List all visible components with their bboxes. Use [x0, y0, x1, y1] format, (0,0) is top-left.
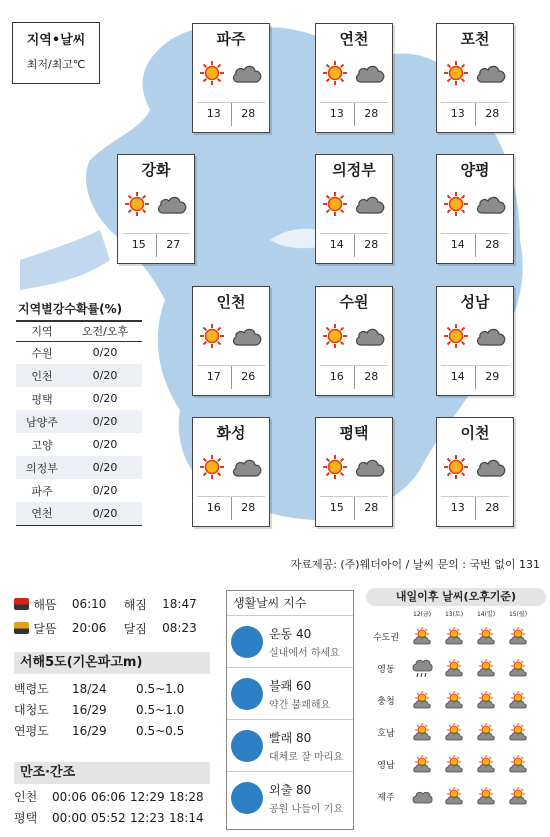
- life-index-item: [227, 719, 353, 771]
- city-weather-icons: [437, 50, 513, 96]
- exercise-icon: [231, 626, 263, 658]
- city-temps: [320, 102, 388, 126]
- city-high: 28: [241, 107, 256, 120]
- cloud-icon: [354, 325, 386, 347]
- city-high: 28: [364, 501, 379, 514]
- city-high: 26: [241, 370, 256, 383]
- sea-title: 서해5도(기온파고m): [14, 652, 210, 674]
- tomorrow-region-name: 영남: [377, 760, 395, 771]
- tomorrow-region-row: [366, 620, 546, 652]
- city-weather-icons: [316, 313, 392, 359]
- sun-icon: [443, 323, 469, 349]
- outing-icon: [231, 782, 263, 814]
- sun-cloud-icon: [475, 690, 497, 710]
- city-high: 28: [364, 238, 379, 251]
- sea-wave: 0.5~1.0: [136, 681, 185, 696]
- city-card-9: [192, 417, 270, 527]
- cloud-icon: [475, 325, 507, 347]
- city-low: 13: [197, 103, 232, 126]
- sea-location: 대청도: [14, 703, 49, 717]
- life-index-name: 외출: [269, 782, 293, 797]
- city-temps: [320, 496, 388, 520]
- city-high: 28: [485, 107, 500, 120]
- precip-region: 수원: [31, 346, 53, 360]
- cloud-icon: [475, 193, 507, 215]
- cloud-icon: [231, 456, 263, 478]
- cloud-icon: [354, 193, 386, 215]
- sea-table: [14, 678, 210, 741]
- life-index-desc: 약간 불쾌해요: [269, 699, 331, 711]
- city-weather-icons: [193, 444, 269, 490]
- city-temps: [197, 365, 265, 389]
- sun-moon-times: [14, 592, 214, 640]
- sun-cloud-icon: [443, 658, 465, 678]
- sea-wave: 0.5~0.5: [136, 723, 185, 738]
- sunset-time: 18:47: [162, 597, 197, 611]
- sun-icon: [443, 191, 469, 217]
- city-high: 28: [485, 501, 500, 514]
- tide-time: 05:52: [91, 810, 126, 825]
- tide-location: 인천: [14, 790, 38, 804]
- moon-row: [14, 616, 214, 640]
- sun-cloud-icon: [475, 658, 497, 678]
- precip-header-region: 지역: [16, 321, 68, 341]
- city-weather-icons: [316, 50, 392, 96]
- sun-cloud-icon: [475, 722, 497, 742]
- tide-row: [14, 807, 210, 828]
- tomorrow-region-name: 영동: [377, 664, 395, 675]
- city-low: 14: [441, 366, 476, 389]
- sun-cloud-icon: [443, 626, 465, 646]
- source-credit: 자료제공: (주)웨더아이 / 날씨 문의 : 국번 없이 131: [290, 558, 540, 571]
- tomorrow-region-name: 호남: [377, 728, 395, 739]
- city-temps: [320, 365, 388, 389]
- city-card-2: [436, 23, 514, 133]
- tomorrow-region-row: [366, 780, 546, 812]
- precip-row: [16, 410, 142, 433]
- sun-icon: [199, 60, 225, 86]
- precip-region: 파주: [31, 484, 53, 498]
- city-name: 양평: [460, 161, 490, 179]
- city-card-7: [315, 286, 393, 396]
- city-weather-icons: [193, 313, 269, 359]
- city-low: 15: [320, 497, 355, 520]
- sun-cloud-icon: [411, 754, 433, 774]
- city-name: 의정부: [332, 161, 376, 179]
- city-weather-icons: [316, 181, 392, 227]
- city-high: 28: [485, 238, 500, 251]
- precip-table: [16, 300, 142, 526]
- sun-cloud-icon: [475, 786, 497, 806]
- life-index-value: 40: [296, 626, 312, 641]
- life-index-value: 80: [296, 782, 312, 797]
- city-high: 28: [241, 501, 256, 514]
- life-index-value: 80: [296, 730, 312, 745]
- sun-cloud-icon: [475, 626, 497, 646]
- cloud-icon: [411, 786, 433, 806]
- precip-row: [16, 479, 142, 502]
- sun-icon: [322, 323, 348, 349]
- moonrise-time: 20:06: [71, 621, 107, 635]
- moonrise-icon: [14, 622, 29, 634]
- sun-cloud-icon: [507, 626, 529, 646]
- life-index-desc: 대체로 잘 마리요: [269, 751, 343, 763]
- city-name: 화성: [216, 424, 246, 442]
- city-temps: [441, 233, 509, 257]
- moonrise-label: 달뜸: [33, 621, 57, 636]
- tide-time: 00:00: [52, 810, 87, 825]
- precip-value: 0/20: [68, 364, 142, 387]
- precip-value: 0/20: [68, 410, 142, 433]
- city-card-10: [315, 417, 393, 527]
- sea-temp: 16/29: [72, 723, 107, 738]
- tide-location: 평택: [14, 811, 38, 825]
- precip-header-am-pm: 오전/오후: [68, 321, 142, 341]
- life-index-name: 운동: [269, 626, 293, 641]
- city-card-6: [192, 286, 270, 396]
- life-index-item: [227, 667, 353, 719]
- city-low: 17: [197, 366, 232, 389]
- tomorrow-region-row: [366, 748, 546, 780]
- tide-time: 06:06: [91, 789, 126, 804]
- life-index-title: 생활날씨 지수: [233, 596, 307, 610]
- moonset-label: 달짐: [123, 621, 147, 636]
- city-high: 28: [364, 107, 379, 120]
- precip-value: 0/20: [92, 484, 118, 497]
- tomorrow-weather-panel: [366, 588, 546, 812]
- city-temps: [197, 496, 265, 520]
- sun-icon: [199, 323, 225, 349]
- city-weather-icons: [316, 444, 392, 490]
- tomorrow-days: [406, 606, 546, 620]
- tide-row: [14, 786, 210, 807]
- tide-table: [14, 786, 210, 828]
- precip-row: [16, 456, 142, 479]
- city-card-1: [315, 23, 393, 133]
- city-temps: [441, 102, 509, 126]
- city-name: 수원: [339, 293, 369, 311]
- tide-time: 00:06: [52, 789, 87, 804]
- sun-cloud-icon: [507, 722, 529, 742]
- sea-row: [14, 678, 210, 699]
- tomorrow-region-name: 제주: [377, 792, 395, 803]
- tide-time: 12:29: [130, 789, 165, 804]
- discomfort-icon: [231, 678, 263, 710]
- city-card-8: [436, 286, 514, 396]
- city-temps: [197, 102, 265, 126]
- tide-time: 18:14: [169, 810, 204, 825]
- precip-value: 0/20: [68, 456, 142, 479]
- city-low: 16: [320, 366, 355, 389]
- city-card-3: [117, 154, 195, 264]
- life-index-item: [227, 771, 353, 823]
- city-name: 인천: [216, 293, 246, 311]
- life-index-desc: 실내에서 하세요: [269, 647, 340, 659]
- city-weather-icons: [437, 444, 513, 490]
- sunset-label: 해짐: [123, 597, 147, 612]
- life-index-value: 60: [296, 678, 312, 693]
- city-high: 28: [364, 370, 379, 383]
- city-name: 포천: [460, 30, 490, 48]
- precip-value: 0/20: [92, 346, 118, 360]
- sun-icon: [124, 191, 150, 217]
- sun-cloud-icon: [443, 722, 465, 742]
- sun-cloud-icon: [443, 754, 465, 774]
- tide-time: 18:28: [169, 789, 204, 804]
- sun-icon: [443, 454, 469, 480]
- cloud-icon: [475, 62, 507, 84]
- city-low: 14: [320, 234, 355, 257]
- precip-row: [16, 387, 142, 410]
- sea-row: [14, 720, 210, 741]
- tomorrow-region-row: [366, 684, 546, 716]
- city-card-5: [436, 154, 514, 264]
- precip-region: 평택: [31, 392, 53, 406]
- city-card-4: [315, 154, 393, 264]
- sunrise-icon: [14, 598, 29, 610]
- cloud-icon: [156, 193, 188, 215]
- sea-location: 백령도: [14, 682, 49, 696]
- sun-cloud-icon: [507, 690, 529, 710]
- sun-cloud-icon: [411, 626, 433, 646]
- life-index-desc: 공원 나들이 기요: [269, 803, 343, 815]
- precip-title: 지역별강수확률(%): [18, 302, 123, 316]
- precip-region: 의정부: [16, 456, 68, 479]
- sun-cloud-icon: [475, 754, 497, 774]
- city-weather-icons: [437, 313, 513, 359]
- tomorrow-region-row: [366, 652, 546, 684]
- city-card-11: [436, 417, 514, 527]
- tomorrow-day: 13(토): [444, 610, 464, 618]
- city-low: 13: [441, 103, 476, 126]
- precip-region: 남양주: [16, 410, 68, 433]
- city-name: 연천: [339, 30, 369, 48]
- precip-region: 인천: [16, 364, 68, 387]
- life-index-name: 빨래: [269, 730, 293, 745]
- city-low: 13: [320, 103, 355, 126]
- tomorrow-day: 14(일): [476, 610, 496, 618]
- precip-row: [16, 433, 142, 456]
- sun-icon: [322, 454, 348, 480]
- sun-cloud-icon: [507, 658, 529, 678]
- city-weather-icons: [437, 181, 513, 227]
- sun-cloud-icon: [443, 690, 465, 710]
- sun-icon: [322, 60, 348, 86]
- sea-row: [14, 699, 210, 720]
- life-index-panel: [226, 590, 354, 830]
- sun-cloud-icon: [507, 786, 529, 806]
- precip-row: [16, 364, 142, 387]
- tomorrow-title: 내일이후 날씨(오후기준): [366, 588, 546, 606]
- city-high: 27: [166, 238, 181, 251]
- city-name: 이천: [460, 424, 490, 442]
- precip-row: [16, 341, 142, 364]
- sun-cloud-icon: [443, 786, 465, 806]
- city-temps: [441, 496, 509, 520]
- sun-icon: [322, 191, 348, 217]
- precip-region: 연천: [16, 502, 68, 525]
- cloud-icon: [231, 325, 263, 347]
- sunrise-label: 해뜸: [33, 597, 57, 612]
- tomorrow-region-name: 충청: [377, 696, 395, 707]
- city-low: 14: [441, 234, 476, 257]
- sea-location: 연평도: [14, 724, 49, 738]
- city-weather-icons: [193, 50, 269, 96]
- city-low: 15: [122, 234, 157, 257]
- sun-cloud-icon: [411, 722, 433, 742]
- precip-value: 0/20: [92, 392, 118, 405]
- city-card-0: [192, 23, 270, 133]
- legend-title: 지역•날씨: [26, 33, 86, 48]
- city-low: 16: [197, 497, 232, 520]
- city-low: 13: [441, 497, 476, 520]
- rain-icon: [411, 658, 433, 678]
- sun-icon: [443, 60, 469, 86]
- city-name: 성남: [460, 293, 490, 311]
- city-weather-icons: [118, 181, 194, 227]
- sun-cloud-icon: [411, 690, 433, 710]
- precip-value: 0/20: [92, 438, 118, 451]
- cloud-icon: [354, 62, 386, 84]
- cloud-icon: [231, 62, 263, 84]
- city-high: 29: [485, 370, 500, 383]
- sea-temp: 16/29: [72, 702, 107, 717]
- life-index-name: 불쾌: [269, 678, 293, 693]
- laundry-icon: [231, 730, 263, 762]
- sea-temp: 18/24: [72, 681, 107, 696]
- cloud-icon: [354, 456, 386, 478]
- tomorrow-region-name: 수도권: [372, 632, 400, 643]
- city-temps: [122, 233, 190, 257]
- tomorrow-day: 15(월): [508, 610, 528, 618]
- legend-box: [12, 22, 100, 84]
- sunrise-time: 06:10: [71, 597, 107, 611]
- tide-time: 12:23: [130, 810, 165, 825]
- city-temps: [320, 233, 388, 257]
- sea-wave: 0.5~1.0: [136, 702, 185, 717]
- city-name: 파주: [216, 30, 246, 48]
- sun-row: [14, 592, 214, 616]
- city-temps: [441, 365, 509, 389]
- city-name: 평택: [339, 424, 369, 442]
- moonset-time: 08:23: [162, 621, 197, 635]
- tide-title: 만조·간조: [14, 762, 210, 784]
- city-name: 강화: [141, 161, 171, 179]
- tomorrow-day: 12(금): [412, 610, 432, 618]
- life-index-item: [227, 615, 353, 667]
- tomorrow-region-row: [366, 716, 546, 748]
- precip-value: 0/20: [68, 502, 142, 525]
- sun-icon: [199, 454, 225, 480]
- legend-subtitle: 최저/최고℃: [26, 58, 86, 71]
- cloud-icon: [475, 456, 507, 478]
- sun-cloud-icon: [507, 754, 529, 774]
- precip-row: [16, 502, 142, 525]
- precip-region: 고양: [31, 438, 53, 452]
